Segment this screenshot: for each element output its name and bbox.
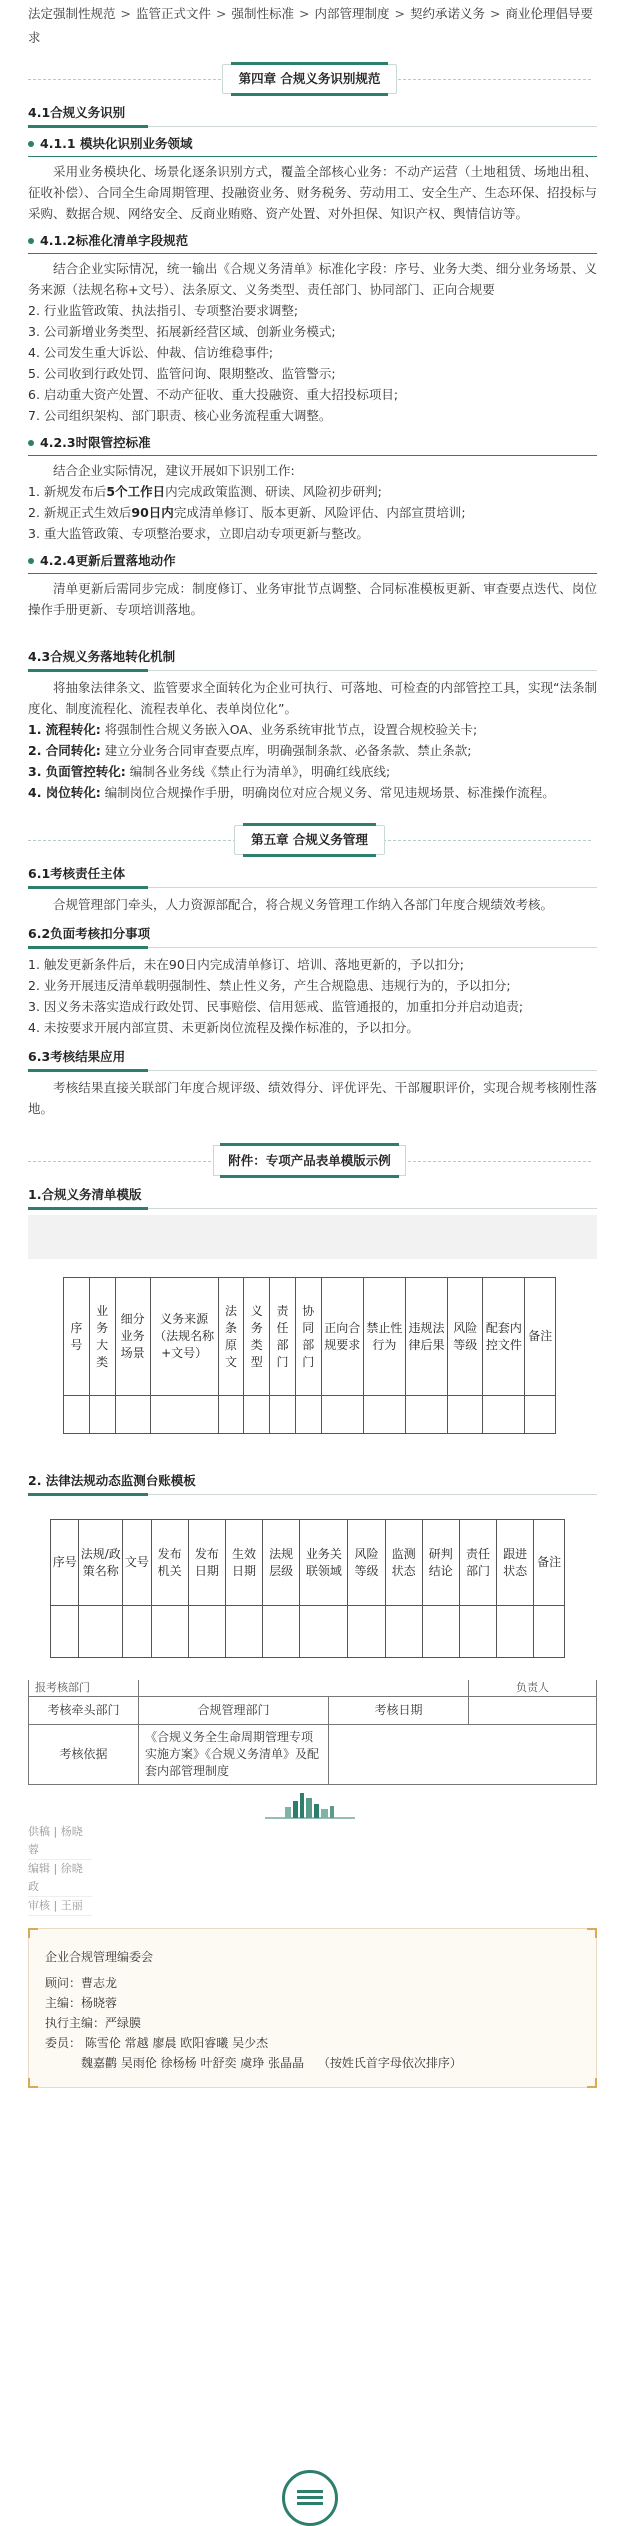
list-item	[28, 502, 597, 523]
subsection-heading-4-2-3	[28, 432, 597, 456]
paragraph: 采用业务模块化、场景化逐条识别方式，覆盖全部核心业务：不动产运营（土地租赁、场地出租、征收补偿）、合同全生命周期管理、投融资业务、财务税务、劳动用工、安全生产、生态环保、招投标与采购、数据合规、网络安全、反商业贿赂、资产处置、对外担保、知识产权、舆情信访等。	[28, 164, 597, 221]
template-heading-1: 1.合规义务清单模版	[28, 1184, 597, 1209]
table-header-cell: 禁止性行为	[363, 1278, 405, 1396]
editorial-chief: 主编：杨晓蓉	[45, 1996, 118, 2010]
breadcrumb-separator: >	[490, 6, 501, 21]
assess-date-value	[469, 1697, 597, 1725]
list-item: 3. 因义务未落实造成行政处罚、民事赔偿、信用惩戒、监管通报的，加重扣分并启动追责;	[28, 999, 524, 1014]
sign-row-label: 报考核部门	[29, 1680, 139, 1697]
section-heading-6-2: 6.2负面考核扣分事项	[28, 923, 597, 948]
table-header-cell: 监测状态	[385, 1520, 422, 1606]
corner-decoration	[28, 2078, 38, 2088]
table-header-cell: 跟进状态	[497, 1520, 534, 1606]
corner-decoration	[587, 2078, 597, 2088]
breadcrumb-item: 强制性标准	[231, 6, 295, 21]
deduction-list	[28, 954, 597, 1038]
basis-value: 《合规义务全生命周期管理专项实施方案》《合规义务清单》及配套内部管理制度	[139, 1725, 329, 1785]
list-item-label: 3. 负面管控转化:	[28, 764, 126, 779]
sign-row-label: 负责人	[469, 1680, 597, 1697]
list-item: 2. 行业监管政策、执法指引、专项整治要求调整;	[28, 303, 299, 318]
list-item-text: 1. 新规发布后	[28, 484, 107, 499]
table-header-cell: 备注	[525, 1278, 556, 1396]
table-header-cell: 风险等级	[348, 1520, 385, 1606]
table-cell	[79, 1606, 123, 1658]
table-cell	[321, 1396, 363, 1434]
logo-mark-icon	[295, 2488, 325, 2508]
breadcrumb-item: 契约承诺义务	[410, 6, 486, 21]
table-cell	[188, 1606, 225, 1658]
members-order-note: （按姓氏首字母依次排序）	[317, 2056, 462, 2070]
table-cell	[448, 1396, 483, 1434]
breadcrumb-item: 监管正式文件	[136, 6, 212, 21]
table-header-cell: 发布日期	[188, 1520, 225, 1606]
bullet-dot-icon	[28, 440, 34, 446]
table-header-cell: 风险等级	[448, 1278, 483, 1396]
table-cell	[300, 1606, 348, 1658]
bullet-dot-icon	[28, 558, 34, 564]
sign-cell-empty	[139, 1680, 469, 1697]
list-item: 2. 业务开展违反清单载明强制性、禁止性义务，产生合规隐患、违规行为的，予以扣分;	[28, 978, 511, 993]
editorial-board-box	[28, 1928, 597, 2088]
subsection-heading-4-1-1	[28, 133, 597, 157]
table-cell	[151, 1606, 188, 1658]
table-header-cell: 业务大类	[89, 1278, 115, 1396]
table-header-cell: 法规/政策名称	[79, 1520, 123, 1606]
breadcrumb-separator: >	[394, 6, 405, 21]
paragraph: 清单更新后需同步完成：制度修订、业务审批节点调整、合同标准模板更新、审查要点迭代、岗位操作手册更新、专项培训落地。	[28, 581, 597, 617]
breadcrumb-item: 内部管理制度	[314, 6, 390, 21]
bullet-dot-icon	[28, 238, 34, 244]
subsection-label: 4.1.2标准化清单字段规范	[40, 233, 189, 248]
table-header-cell: 序号	[51, 1520, 79, 1606]
sign-cell-empty	[329, 1725, 597, 1785]
timeline-list	[28, 481, 597, 544]
section-heading-4-3: 4.3合规义务落地转化机制	[28, 646, 597, 671]
table-header-cell: 违规法律后果	[405, 1278, 447, 1396]
corner-decoration	[587, 1928, 597, 1938]
table-header-cell: 法条原文	[218, 1278, 244, 1396]
subsection-label: 4.2.3时限管控标准	[40, 435, 151, 450]
table-header-cell: 法规层级	[263, 1520, 300, 1606]
paragraph: 将抽象法律条文、监管要求全面转化为企业可执行、可落地、可检查的内部管控工具，实现“法条制度化、制度流程化、流程表单化、表单岗位化”。	[28, 680, 597, 716]
table-header-cell: 责任部门	[270, 1278, 296, 1396]
credit-line: 供稿 | 杨晓蓉	[28, 1823, 92, 1860]
skyline-divider	[0, 1789, 619, 1819]
table-header-cell: 责任部门	[459, 1520, 496, 1606]
bullet-dot-icon	[28, 141, 34, 147]
list-item: 7. 公司组织架构、部门职责、核心业务流程重大调整。	[28, 408, 332, 423]
grey-placeholder-bar	[28, 1215, 597, 1259]
members-label: 委员：	[45, 2036, 82, 2050]
list-item-text: 2. 新规正式生效后	[28, 505, 132, 520]
chapter-4-heading	[0, 64, 619, 94]
table-cell	[263, 1606, 300, 1658]
subsection-label: 4.1.1 模块化识别业务领域	[40, 136, 193, 151]
table-cell	[363, 1396, 405, 1434]
breadcrumb	[0, 0, 619, 50]
editorial-exec: 执行主编：严绿膜	[45, 2016, 142, 2030]
list-item	[28, 719, 597, 740]
subsection-label: 4.2.4更新后置落地动作	[40, 553, 176, 568]
list-item-text: 编制各业务线《禁止行为清单》，明确红线底线;	[125, 764, 391, 779]
list-item: 6. 启动重大资产处置、不动产征收、重大投融资、重大招投标项目;	[28, 387, 399, 402]
list-item	[28, 782, 597, 803]
table-header-cell: 义务来源（法规名称+文号）	[150, 1278, 218, 1396]
lead-dept-label: 考核牵头部门	[29, 1697, 139, 1725]
regulation-monitor-template-table	[50, 1519, 565, 1658]
chapter-title: 第五章 合规义务管理	[234, 825, 385, 855]
table-cell	[348, 1606, 385, 1658]
table-header-cell: 业务关联领域	[300, 1520, 348, 1606]
list-item	[28, 523, 597, 544]
members-names: 陈雪伦 常越 廖晨 欧阳睿曦 吴少杰	[84, 2036, 269, 2050]
subsection-heading-4-2-4	[28, 550, 597, 574]
members-names: 魏嘉鹳 吴雨伦 徐杨杨 叶舒奕 虞琤 张晶晶	[81, 2056, 305, 2070]
table-cell	[422, 1606, 459, 1658]
table-cell	[218, 1396, 244, 1434]
table-cell	[459, 1606, 496, 1658]
template-heading-2: 2. 法律法规动态监测台账模板	[28, 1470, 597, 1495]
basis-label: 考核依据	[29, 1725, 139, 1785]
paragraph: 结合企业实际情况，建议开展如下识别工作:	[53, 463, 295, 478]
table-cell	[89, 1396, 115, 1434]
list-item-text: 完成清单修订、版本更新、风险评估、内部宣贯培训;	[173, 505, 466, 520]
breadcrumb-separator: >	[120, 6, 131, 21]
table-cell	[295, 1396, 321, 1434]
table-header-cell: 协同部门	[295, 1278, 321, 1396]
table-header-cell: 正向合规要求	[321, 1278, 363, 1396]
paragraph: 考核结果直接关联部门年度合规评级、绩效得分、评优评先、干部履职评价，实现合规考核刚性落地。	[28, 1080, 597, 1116]
conversion-list	[28, 719, 597, 803]
list-item-text: 建立分业务合同审查要点库，明确强制条款、必备条款、禁止条款;	[100, 743, 472, 758]
table-cell	[64, 1396, 90, 1434]
list-item: 4. 公司发生重大诉讼、仲裁、信访维稳事件;	[28, 345, 274, 360]
breadcrumb-separator: >	[299, 6, 310, 21]
table-cell	[244, 1396, 270, 1434]
table-cell	[123, 1606, 151, 1658]
list-item: 5. 公司收到行政处罚、监管问询、限期整改、监管警示;	[28, 366, 336, 381]
list-item-text: 将强制性合规义务嵌入OA、业务系统审批节点，设置合规校验关卡;	[100, 722, 478, 737]
attachment-title: 附件：专项产品表单模版示例	[213, 1145, 406, 1176]
editorial-advisor: 顾问：曹志龙	[45, 1976, 118, 1990]
table-header-cell: 备注	[534, 1520, 565, 1606]
table-cell	[115, 1396, 150, 1434]
section-heading-4-1: 4.1合规义务识别	[28, 102, 597, 127]
table-cell	[51, 1606, 79, 1658]
chapter-5-heading	[0, 825, 619, 855]
table-header-cell: 研判结论	[422, 1520, 459, 1606]
list-item: 4. 未按要求开展内部宣贯、未更新岗位流程及操作标准的，予以扣分。	[28, 1020, 419, 1035]
list-item	[28, 740, 597, 761]
breadcrumb-separator: >	[216, 6, 227, 21]
list-item-text: 3. 重大监管政策、专项整治要求，立即启动专项更新与整改。	[28, 526, 369, 541]
attachment-heading	[0, 1145, 619, 1176]
credit-line: 编辑 | 徐晓政	[28, 1860, 92, 1897]
editorial-members	[45, 2033, 580, 2053]
table-header-cell: 配套内控文件	[483, 1278, 525, 1396]
lead-dept-value: 合规管理部门	[139, 1697, 329, 1725]
assess-date-label: 考核日期	[329, 1697, 469, 1725]
list-item-text: 内完成政策监测、研读、风险初步研判;	[165, 484, 382, 499]
table-header-cell: 义务类型	[244, 1278, 270, 1396]
list-item: 3. 公司新增业务类型、拓展新经营区域、创新业务模式;	[28, 324, 336, 339]
city-skyline-icon	[265, 1789, 355, 1819]
credit-line: 审核 | 王丽	[28, 1897, 92, 1916]
list-item: 1. 触发更新条件后，未在90日内完成清单修订、培训、落地更新的，予以扣分;	[28, 957, 465, 972]
corner-decoration	[28, 1928, 38, 1938]
trigger-list	[28, 300, 597, 426]
list-item	[28, 481, 597, 502]
table-cell	[385, 1606, 422, 1658]
paragraph: 结合企业实际情况，统一输出《合规义务清单》标准化字段：序号、业务大类、细分业务场景、义务来源（法规名称+文号）、法条原文、义务类型、责任部门、协同部门、正向合规要	[28, 261, 597, 297]
list-item-label: 1. 流程转化:	[28, 722, 101, 737]
list-item-label: 2. 合同转化:	[28, 743, 101, 758]
list-item-emphasis: 5个工作日	[106, 484, 166, 499]
breadcrumb-item: 法定强制性规范	[28, 6, 116, 21]
assessment-sign-table	[28, 1680, 597, 1785]
table-cell	[497, 1606, 534, 1658]
list-item-label: 4. 岗位转化:	[28, 785, 101, 800]
table-cell	[483, 1396, 525, 1434]
obligation-list-template-table	[63, 1277, 556, 1434]
credits	[28, 1823, 597, 1916]
table-cell	[270, 1396, 296, 1434]
editorial-members	[45, 2053, 580, 2073]
table-header-cell: 生效日期	[225, 1520, 262, 1606]
chapter-title: 第四章 合规义务识别规范	[222, 64, 398, 94]
list-item-emphasis: 90日内	[131, 505, 174, 520]
table-header-cell: 文号	[123, 1520, 151, 1606]
subsection-heading-4-1-2	[28, 230, 597, 254]
table-cell	[534, 1606, 565, 1658]
table-cell	[525, 1396, 556, 1434]
paragraph: 合规管理部门牵头，人力资源部配合，将合规义务管理工作纳入各部门年度合规绩效考核。	[53, 897, 554, 912]
table-header-cell: 细分业务场景	[115, 1278, 150, 1396]
list-item	[28, 761, 597, 782]
list-item-text: 编制岗位合规操作手册，明确岗位对应合规义务、常见违规场景、标准操作流程。	[100, 785, 555, 800]
editorial-title: 企业合规管理编委会	[45, 1950, 154, 1964]
table-header-cell: 序号	[64, 1278, 90, 1396]
section-heading-6-1: 6.1考核责任主体	[28, 863, 597, 888]
table-cell	[150, 1396, 218, 1434]
breadcrumb-item: 商业伦理倡导要求	[28, 6, 594, 45]
table-header-cell: 发布机关	[151, 1520, 188, 1606]
section-heading-6-3: 6.3考核结果应用	[28, 1046, 597, 1071]
brand-logo-icon	[282, 2470, 338, 2526]
table-cell	[225, 1606, 262, 1658]
table-cell	[405, 1396, 447, 1434]
